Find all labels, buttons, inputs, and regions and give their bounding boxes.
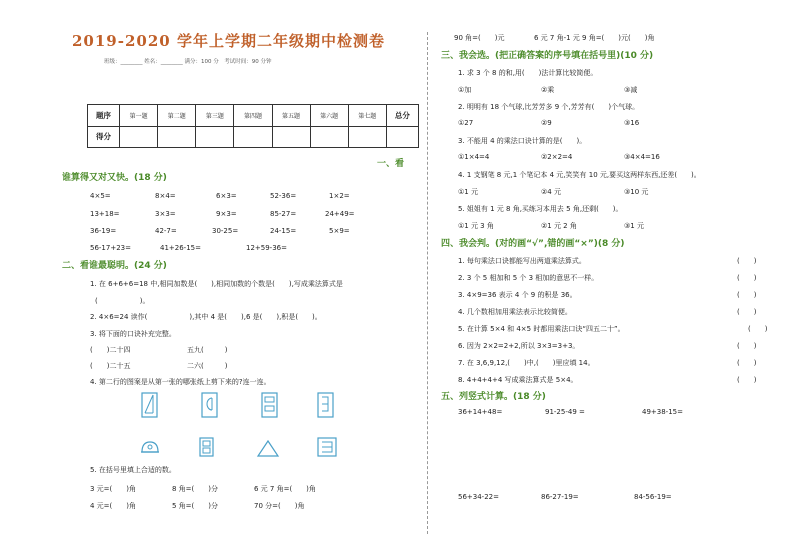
question-text: 4. 1 支钢笔 8 元,1 个笔记本 4 元,笑笑有 10 元,要买这两样东西,还差( )。 (458, 171, 701, 179)
score-cell[interactable] (272, 126, 310, 148)
option: ③10 元 (624, 188, 649, 196)
calc-item: 52-36= (270, 192, 297, 200)
calc-item: 8×4= (155, 192, 176, 200)
judge-item: 2. 3 个 5 相加和 5 个 3 相加的意思不一样。 (458, 274, 599, 282)
question-text: 4. 第二行的图案是从第一张的哪张纸上剪下来的?连一连。 (90, 378, 271, 386)
judge-item: 7. 在 3,6,9,12,( )中,( )里应填 14。 (458, 359, 595, 367)
score-cell[interactable] (386, 126, 418, 148)
judge-blank[interactable]: ( ) (737, 308, 757, 316)
section-1-title: 谁算得又对又快。(18 分) (62, 173, 167, 183)
option: ②2×2=4 (541, 153, 573, 161)
option: ③1 元 (624, 222, 644, 230)
judge-item: 3. 4×9=36 表示 4 个 9 的积是 36。 (458, 291, 577, 299)
question-text: 2. 明明有 18 个气球,比芳芳多 9 个,芳芳有( )个气球。 (458, 103, 640, 111)
score-cell[interactable] (310, 126, 348, 148)
vertical-calc-item: 84-56-19= (634, 493, 672, 501)
question-text: 5. 在括号里填上合适的数。 (90, 466, 176, 474)
score-cell[interactable] (120, 126, 158, 148)
option: ③4×4=16 (624, 153, 660, 161)
score-table-header: 题序 (88, 105, 120, 127)
option: ②1 元 2 角 (541, 222, 577, 230)
calc-item: 30-25= (212, 227, 239, 235)
section-4-title: 四、我会判。(对的画“√”,错的画“×”)(8 分) (441, 239, 625, 249)
score-cell[interactable] (234, 126, 272, 148)
fill-item: 8 角=( )分 (172, 485, 219, 493)
fill-item: 90 角=( )元 (454, 34, 505, 42)
score-col: 第四题 (234, 105, 272, 127)
option: ①27 (458, 119, 474, 127)
page-title: 2019-2020 学年上学期二年级期中检测卷 (72, 32, 385, 50)
judge-item: 6. 因为 2×2=2+2,所以 3×3=3+3。 (458, 342, 580, 350)
section-3-title: 三、我会选。(把正确答案的序号填在括号里)(10 分) (441, 51, 654, 61)
judge-blank[interactable]: ( ) (748, 325, 768, 333)
section-5-title: 五、列竖式计算。(18 分) (441, 392, 546, 402)
option: ②4 元 (541, 188, 561, 196)
question-text: ( )二十四 (90, 346, 131, 354)
judge-blank[interactable]: ( ) (737, 359, 757, 367)
fill-item: 6 元 7 角-1 元 9 角=( )元( )角 (534, 34, 655, 42)
calc-item: 9×3= (216, 210, 237, 218)
fill-item: 4 元=( )角 (90, 502, 137, 510)
fill-item: 6 元 7 角=( )角 (254, 485, 316, 493)
judge-blank[interactable]: ( ) (737, 257, 757, 265)
calc-item: 12+59-36= (246, 244, 287, 252)
vertical-calc-item: 56+34-22= (458, 493, 499, 501)
score-col: 第一题 (120, 105, 158, 127)
student-info-line: 班级：________ 姓名：________ 满分：100 分 考试时间：90 分钟 (104, 59, 272, 65)
question-text: 3. 不能用 4 的乘法口诀计算的是( )。 (458, 137, 587, 145)
calc-item: 24+49= (325, 210, 355, 218)
score-col: 第二题 (158, 105, 196, 127)
option: ①1×4=4 (458, 153, 490, 161)
score-col: 第五题 (272, 105, 310, 127)
option: ③减 (624, 86, 638, 94)
question-text: 二六( ) (187, 362, 228, 370)
calc-item: 5×9= (329, 227, 350, 235)
vertical-calc-item: 86-27-19= (541, 493, 579, 501)
question-text: ( )。 (95, 297, 150, 305)
question-text: 1. 求 3 个 8 的和,用( )法计算比较简便。 (458, 69, 598, 77)
score-col: 第七题 (348, 105, 386, 127)
score-cell[interactable] (196, 126, 234, 148)
option: ①1 元 (458, 188, 478, 196)
fill-item: 3 元=( )角 (90, 485, 137, 493)
calc-item: 3×3= (155, 210, 176, 218)
question-text: 2. 4×6=24 读作( ),其中 4 是( ),6 是( ),积是( )。 (90, 313, 322, 321)
option: ②9 (541, 119, 552, 127)
section-2-title: 二、看谁最聪明。(24 分) (62, 261, 167, 271)
score-row-label: 得分 (88, 126, 120, 148)
calc-item: 42-7= (155, 227, 177, 235)
fill-item: 5 角=( )分 (172, 502, 219, 510)
column-divider (427, 32, 428, 534)
judge-item: 4. 几个数相加用乘法表示比较简便。 (458, 308, 572, 316)
calc-item: 56-17+23= (90, 244, 131, 252)
vertical-calc-item: 36+14+48= (458, 408, 503, 416)
calc-item: 24-15= (270, 227, 297, 235)
score-table (87, 104, 419, 148)
option: ②乘 (541, 86, 555, 94)
folded-paper-round-icon (200, 391, 220, 419)
question-text: 五九( ) (187, 346, 228, 354)
calc-item: 13+18= (90, 210, 120, 218)
option: ③16 (624, 119, 640, 127)
calc-item: 36-19= (90, 227, 117, 235)
vertical-calc-item: 91-25-49 = (545, 408, 585, 416)
judge-blank[interactable]: ( ) (737, 342, 757, 350)
judge-item: 5. 在计算 5×4 和 4×5 时都用乘法口诀“四五二十”。 (458, 325, 625, 333)
question-text: ( )二十五 (90, 362, 131, 370)
folded-paper-triangle-icon (140, 391, 160, 419)
option: ①1 元 3 角 (458, 222, 494, 230)
fill-item: 70 分=( )角 (254, 502, 305, 510)
vertical-calc-item: 49+38-15= (642, 408, 683, 416)
question-text: 3. 将下面的口诀补充完整。 (90, 330, 176, 338)
calc-item: 6×3= (216, 192, 237, 200)
score-col: 第三题 (196, 105, 234, 127)
section-1-number: 一、看 (377, 159, 405, 169)
question-text: 5. 姐姐有 1 元 8 角,买练习本用去 5 角,还剩( )。 (458, 205, 623, 213)
score-cell[interactable] (348, 126, 386, 148)
cutout-bell-icon (139, 438, 161, 456)
score-total-header: 总分 (386, 105, 418, 127)
score-col: 第六题 (310, 105, 348, 127)
score-cell[interactable] (158, 126, 196, 148)
judge-blank[interactable]: ( ) (737, 376, 757, 384)
judge-item: 1. 每句乘法口诀都能写出两道乘法算式。 (458, 257, 586, 265)
calc-item: 85-27= (270, 210, 297, 218)
judge-item: 8. 4+4+4+4 写成乘法算式是 5×4。 (458, 376, 578, 384)
option: ①加 (458, 86, 472, 94)
question-text: 1. 在 6+6+6=18 中,相同加数是( ),相同加数的个数是( ),写成乘法算式是 (90, 280, 343, 288)
judge-blank[interactable]: ( ) (737, 274, 757, 282)
judge-blank[interactable]: ( ) (737, 291, 757, 299)
folded-paper-bracket-icon (316, 391, 336, 419)
cutout-triangle-icon (256, 438, 280, 458)
calc-item: 1×2= (329, 192, 350, 200)
cutout-grid-icon (316, 436, 338, 458)
folded-paper-rect-icon (260, 391, 280, 419)
cutout-window-icon (198, 436, 216, 458)
calc-item: 41+26-15= (160, 244, 201, 252)
calc-item: 4×5= (90, 192, 111, 200)
